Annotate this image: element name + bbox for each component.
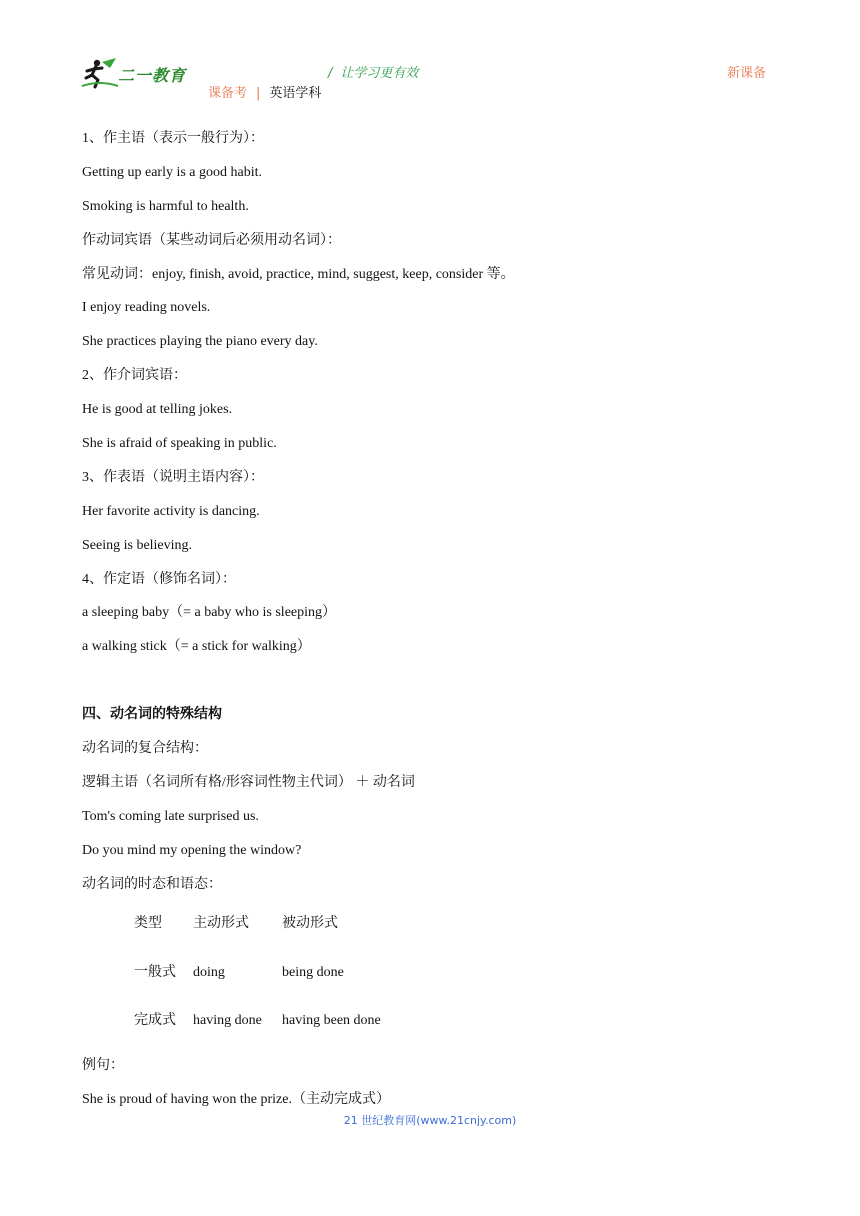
header-corner-text: 新课备 — [726, 66, 766, 81]
text-line: a walking stick（= a stick for walking） — [82, 639, 311, 655]
table-cell: 类型 — [134, 916, 162, 932]
text-line: 动名词的复合结构： — [82, 741, 208, 757]
table-cell: 一般式 — [134, 964, 176, 980]
table-cell: having done — [193, 1013, 262, 1029]
slogan-text: 让学习更有效 — [340, 66, 419, 81]
document-body — [82, 128, 782, 1123]
text-line: She is afraid of speaking in public. — [82, 436, 277, 452]
logo — [80, 56, 192, 90]
header-slogan — [328, 62, 418, 81]
section-heading: 四、动名词的特殊结构 — [82, 707, 222, 723]
text-line: I enjoy reading novels. — [82, 300, 211, 316]
table-cell: 主动形式 — [193, 916, 249, 932]
table-row — [134, 1010, 782, 1059]
table-cell: having been done — [282, 1013, 381, 1029]
text-line: 例句： — [82, 1057, 124, 1073]
text-line: Smoking is harmful to health. — [82, 198, 249, 214]
table-cell: being done — [282, 964, 344, 980]
text-line: Her favorite activity is dancing. — [82, 503, 260, 519]
running-man-icon — [80, 56, 120, 90]
table-row — [134, 962, 782, 1011]
text-line: Getting up early is a good habit. — [82, 164, 263, 180]
header-subtitle — [208, 82, 321, 101]
logo-text: 二一教育 — [118, 66, 187, 85]
text-line: He is good at telling jokes. — [82, 402, 233, 418]
text-line: 动名词的时态和语态： — [82, 876, 222, 892]
text-line: 1、作主语（表示一般行为）： — [82, 131, 264, 146]
subtitle-subject: 英语学科 — [269, 86, 322, 101]
blank-line — [82, 670, 782, 704]
table-cell: 完成式 — [134, 1013, 176, 1029]
text-line: She is proud of having won the prize.（主动完成式） — [82, 1091, 390, 1107]
text-line: 2、作介词宾语： — [82, 368, 187, 384]
subtitle-left: 课备考 — [208, 86, 248, 101]
table-row — [134, 913, 782, 962]
text-line: 作动词宾语（某些动词后必须用动名词）： — [82, 232, 341, 248]
text-line: She practices playing the piano every day. — [82, 334, 318, 350]
text-line: 4、作定语（修饰名词）： — [82, 571, 236, 587]
text-line: Tom's coming late surprised us. — [82, 808, 259, 824]
text-line: 常见动词：enjoy, finish, avoid, practice, mind, suggest, keep, consider 等。 — [82, 266, 515, 282]
subtitle-separator: | — [256, 86, 261, 101]
text-line: Seeing is believing. — [82, 537, 193, 553]
text-line: Do you mind my opening the window? — [82, 842, 302, 858]
text-line: 逻辑主语（名词所有格/形容词性物主代词） ＋ 动名词 — [82, 774, 415, 790]
tense-voice-table — [134, 907, 782, 1059]
table-cell: 被动形式 — [282, 916, 338, 932]
text-line: a sleeping baby（= a baby who is sleeping） — [82, 605, 337, 621]
page-footer: 21 世纪教育网(www.21cnjy.com) — [343, 1114, 517, 1127]
slogan-slash: / — [328, 66, 333, 81]
text-line: 3、作表语（说明主语内容）： — [82, 469, 264, 485]
table-cell: doing — [193, 964, 225, 980]
